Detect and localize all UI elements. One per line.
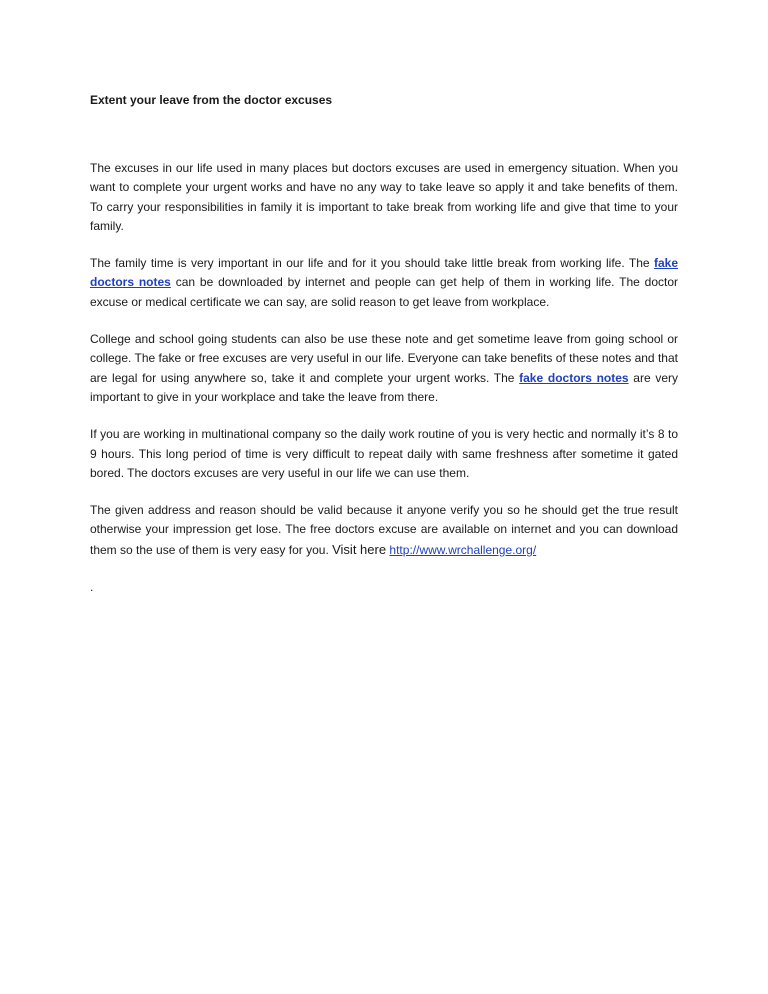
visit-here-text: Visit here	[332, 541, 387, 557]
paragraph-5-text: The given address and reason should be valid because it anyone verify you so he should get the true result otherwise your impression get lose. The free doctors excuse are available on internet and you can download them so the use of them is very easy for you.	[90, 503, 678, 557]
paragraph-4-text: If you are working in multinational company so the daily work routine of you is very hectic and normally it’s 8 to 9 hours. This long period of time is very difficult to repeat daily with same freshness after sometime it gated bored. The doctors excuses are very useful in our life we can use them.	[90, 427, 678, 480]
paragraph-3	[90, 330, 678, 407]
trailing-period: .	[90, 580, 94, 595]
fake-doctors-notes-link-2[interactable]: fake doctors notes	[519, 370, 629, 385]
fake-doctors-notes-link-1[interactable]: fake doctors notes	[90, 256, 678, 290]
document-body	[90, 92, 678, 597]
paragraph-2-text-before: The family time is very important in our life and for it you should take little break from working life. The	[90, 256, 654, 271]
paragraph-4	[90, 425, 678, 483]
paragraph-3-text-before: College and school going students can also be use these note and get sometime leave from going school or college. The fake or free excuses are very useful in our life. Everyone can take benefits of these notes and that are legal for using anywhere so, take it and complete your urgent works. The	[90, 332, 678, 385]
paragraph-2-text-after: can be downloaded by internet and people can get help of them in working life. The doctor excuse or medical certificate we can say, are solid reason to get leave from workplace.	[90, 275, 678, 309]
wrchallenge-link[interactable]: http://www.wrchallenge.org/	[389, 542, 537, 557]
paragraph-3-text-after: are very important to give in your workplace and take the leave from there.	[90, 370, 678, 404]
paragraph-5	[90, 501, 678, 560]
paragraph-2	[90, 254, 678, 312]
document-title: Extent your leave from the doctor excuses	[90, 93, 333, 107]
paragraph-1	[90, 159, 678, 236]
paragraph-1-text: The excuses in our life used in many places but doctors excuses are used in emergency situation. When you want to complete your urgent works and have no any way to take leave so apply it and take benefits of them. To carry your responsibilities in family it is important to take break from working life and give that time to your family.	[90, 161, 678, 233]
